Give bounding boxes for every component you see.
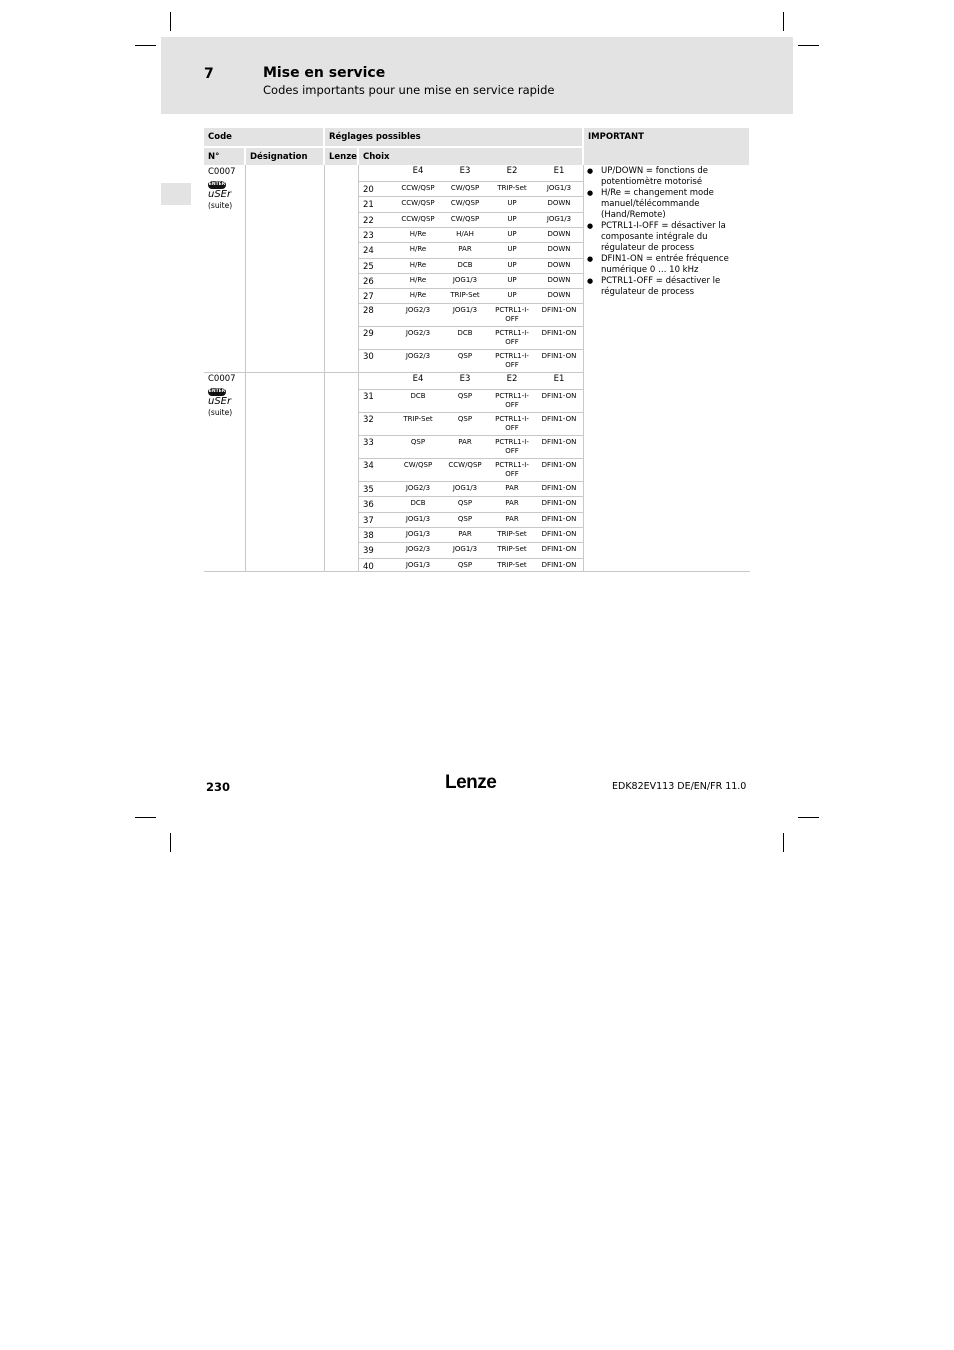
option-value-e3: JOG1/3 [452, 484, 478, 492]
chapter-number: 7 [204, 66, 214, 82]
option-value-e1: DFIN1-ON [541, 306, 577, 315]
option-number: 31 [363, 392, 374, 402]
row-divider [359, 458, 583, 459]
code-cell-2 [208, 374, 244, 418]
row-divider [359, 326, 583, 327]
note-item: ● UP/DOWN = fonctions de potentiomètre motorisé [587, 166, 747, 188]
option-value-e3: CCW/QSP [448, 461, 482, 469]
option-value-e3: CW/QSP [450, 184, 480, 192]
header-code: Code [204, 128, 323, 146]
option-value-e4: H/Re [409, 229, 427, 238]
option-value-e1: DFIN1-ON [541, 461, 577, 469]
user-menu-code: uSEr [208, 189, 232, 200]
option-value-e1: DFIN1-ON [541, 438, 577, 446]
row-divider [359, 512, 583, 513]
option-value-e1: DFIN1-ON [541, 545, 577, 554]
header-important: IMPORTANT [584, 128, 749, 165]
option-value-e3: QSP [457, 560, 473, 569]
option-value-e2: PCTRL1-I- OFF [495, 392, 529, 409]
row-divider [359, 303, 583, 304]
option-number: 25 [363, 261, 374, 272]
option-value-e4: H/Re [409, 245, 427, 254]
option-value-e1: DOWN [547, 229, 571, 238]
header-reglages: Réglages possibles [325, 128, 582, 146]
document-id: EDK82EV113 DE/EN/FR 11.0 [612, 781, 747, 792]
option-value-e3: DCB [457, 260, 473, 269]
option-value-e2: TRIP-Set [497, 545, 527, 554]
option-value-e1: DFIN1-ON [541, 560, 577, 569]
option-value-e1: DFIN1-ON [541, 529, 577, 538]
row-divider [359, 258, 583, 259]
row-divider [359, 412, 583, 413]
option-number: 38 [363, 530, 374, 541]
option-value-e4: CW/QSP [403, 461, 433, 469]
option-number: 27 [363, 292, 374, 303]
option-value-e4: DCB [410, 392, 426, 400]
crop-mark [170, 12, 171, 31]
column-divider [583, 165, 584, 572]
lenze-logo: Lenze [445, 772, 497, 793]
col-e4: E4 [412, 166, 424, 176]
option-value-e4: CCW/QSP [401, 199, 435, 208]
option-value-e1: DOWN [547, 245, 571, 254]
crop-mark [135, 45, 156, 46]
option-value-e2: UP [507, 214, 517, 223]
row-divider [359, 212, 583, 213]
note-item: ● PCTRL1-OFF = désactiver le régulateur de process [587, 276, 747, 298]
row-divider [359, 196, 583, 197]
option-value-e1: DFIN1-ON [541, 352, 577, 361]
option-value-e4: JOG1/3 [405, 514, 431, 523]
user-menu-code: uSEr [208, 396, 232, 407]
option-value-e1: JOG1/3 [546, 184, 572, 192]
option-value-e1: DOWN [547, 199, 571, 208]
option-value-e2: PAR [505, 484, 519, 492]
header-lenze: Lenze [325, 148, 357, 165]
col-e1: E1 [553, 374, 565, 384]
row-divider [359, 273, 583, 274]
option-value-e2: PCTRL1-I- OFF [495, 461, 529, 478]
option-value-e4: JOG2/3 [405, 545, 431, 554]
row-divider [359, 558, 583, 559]
option-value-e4: JOG1/3 [405, 529, 431, 538]
option-value-e2: PCTRL1-I- OFF [495, 438, 529, 455]
option-value-e4: DCB [410, 499, 426, 508]
important-notes [587, 166, 747, 298]
option-value-e3: JOG1/3 [452, 306, 478, 315]
option-number: 29 [363, 329, 374, 340]
choix-column-header [359, 167, 583, 181]
enter-key-icon: ENTER [208, 182, 226, 187]
row-divider [359, 181, 583, 182]
option-row [359, 352, 583, 375]
option-number: 26 [363, 276, 374, 287]
option-value-e2: TRIP-Set [497, 529, 527, 538]
option-number: 40 [363, 561, 374, 572]
option-number: 37 [363, 515, 374, 526]
option-value-e1: DOWN [547, 275, 571, 284]
option-value-e2: PCTRL1-I- OFF [495, 415, 529, 432]
row-divider [359, 496, 583, 497]
note-item: ● H/Re = changement mode manuel/télécommande (Hand/Remote) [587, 188, 747, 221]
chapter-title: Mise en service [263, 65, 386, 81]
option-value-e2: UP [507, 229, 517, 238]
crop-mark [135, 817, 156, 818]
col-e2: E2 [506, 374, 518, 384]
option-value-e3: QSP [457, 352, 473, 361]
row-divider [359, 527, 583, 528]
option-value-e2: PCTRL1-I- OFF [495, 329, 529, 346]
column-divider [324, 165, 325, 572]
option-value-e1: DFIN1-ON [541, 499, 577, 508]
option-value-e1: DFIN1-ON [541, 329, 577, 338]
option-value-e2: TRIP-Set [497, 560, 527, 569]
option-number: 22 [363, 215, 374, 226]
row-divider [359, 389, 583, 390]
option-value-e3: PAR [458, 245, 472, 254]
code-number: C0007 [208, 374, 236, 384]
col-e3: E3 [459, 166, 471, 176]
suite-label: (suite) [208, 201, 233, 210]
chapter-subtitle: Codes importants pour une mise en service rapide [263, 83, 555, 97]
code-cell-1 [208, 167, 244, 211]
option-value-e4: JOG2/3 [405, 484, 431, 492]
option-value-e2: UP [507, 245, 517, 254]
suite-label: (suite) [208, 408, 233, 417]
chapter-side-tab [161, 183, 191, 205]
option-value-e3: TRIP-Set [450, 291, 480, 300]
note-item: ● PCTRL1-I-OFF = désactiver la composante intégrale du régulateur de process [587, 221, 747, 254]
option-number: 21 [363, 200, 374, 211]
header-no: N° [204, 148, 244, 165]
col-e4: E4 [412, 374, 424, 384]
option-number: 32 [363, 415, 374, 425]
option-value-e3: H/AH [456, 229, 474, 238]
col-e1: E1 [553, 166, 565, 176]
option-number: 28 [363, 306, 374, 317]
option-value-e2: UP [507, 275, 517, 284]
option-value-e3: QSP [457, 514, 473, 523]
crop-mark [783, 12, 784, 31]
option-value-e3: PAR [458, 438, 472, 446]
option-number: 24 [363, 246, 374, 257]
option-value-e3: CW/QSP [450, 214, 480, 223]
option-value-e2: UP [507, 260, 517, 269]
option-value-e1: DFIN1-ON [541, 392, 577, 400]
crop-mark [798, 817, 819, 818]
crop-mark [798, 45, 819, 46]
option-value-e4: JOG2/3 [405, 352, 431, 361]
option-value-e3: CW/QSP [450, 199, 480, 208]
chapter-header [161, 37, 793, 114]
row-divider [359, 288, 583, 289]
crop-mark [170, 833, 171, 852]
option-number: 30 [363, 352, 374, 363]
col-e2: E2 [506, 166, 518, 176]
option-value-e4: JOG2/3 [405, 329, 431, 338]
option-value-e3: DCB [457, 329, 473, 338]
option-number: 33 [363, 438, 374, 448]
option-value-e4: JOG1/3 [405, 560, 431, 569]
option-number: 36 [363, 500, 374, 511]
option-value-e3: QSP [457, 499, 473, 508]
header-choix: Choix [359, 148, 582, 165]
option-value-e1: JOG1/3 [546, 214, 572, 223]
crop-mark [783, 833, 784, 852]
option-value-e2: PAR [505, 499, 519, 508]
page-number: 230 [206, 780, 231, 794]
option-value-e2: UP [507, 291, 517, 300]
option-value-e2: UP [507, 199, 517, 208]
code-number: C0007 [208, 167, 236, 177]
choix-column-header [359, 375, 583, 389]
option-value-e3: JOG1/3 [452, 275, 478, 284]
row-divider [359, 481, 583, 482]
column-divider [245, 165, 246, 572]
row-divider [359, 227, 583, 228]
option-value-e1: DOWN [547, 291, 571, 300]
option-value-e4: QSP [410, 438, 426, 446]
option-value-e4: CCW/QSP [401, 214, 435, 223]
option-number: 39 [363, 546, 374, 557]
option-value-e3: JOG1/3 [452, 545, 478, 554]
option-value-e1: DFIN1-ON [541, 484, 577, 492]
row-divider [359, 542, 583, 543]
option-value-e1: DFIN1-ON [541, 514, 577, 523]
option-number: 34 [363, 461, 374, 471]
option-value-e2: TRIP-Set [497, 184, 527, 192]
option-value-e2: PCTRL1-I- OFF [495, 352, 529, 369]
option-value-e1: DOWN [547, 260, 571, 269]
option-value-e1: DFIN1-ON [541, 415, 577, 423]
option-value-e4: H/Re [409, 260, 427, 269]
option-value-e2: PAR [505, 514, 519, 523]
option-number: 35 [363, 485, 374, 495]
option-value-e3: QSP [457, 392, 473, 400]
enter-key-icon: ENTER [208, 389, 226, 394]
option-value-e4: H/Re [409, 275, 427, 284]
col-e3: E3 [459, 374, 471, 384]
option-value-e4: TRIP-Set [403, 415, 433, 423]
header-designation: Désignation [246, 148, 323, 165]
option-number: 23 [363, 230, 374, 241]
option-value-e3: QSP [457, 415, 473, 423]
option-value-e3: PAR [458, 529, 472, 538]
option-number: 20 [363, 185, 374, 195]
option-value-e4: JOG2/3 [405, 306, 431, 315]
row-divider [359, 349, 583, 350]
option-value-e4: H/Re [409, 291, 427, 300]
row-divider [359, 242, 583, 243]
option-value-e2: PCTRL1-I- OFF [495, 306, 529, 323]
note-item: ● DFIN1-ON = entrée fréquence numérique 0 … 10 kHz [587, 254, 747, 276]
option-value-e4: CCW/QSP [401, 184, 435, 192]
option-row [359, 561, 583, 576]
row-divider [359, 435, 583, 436]
